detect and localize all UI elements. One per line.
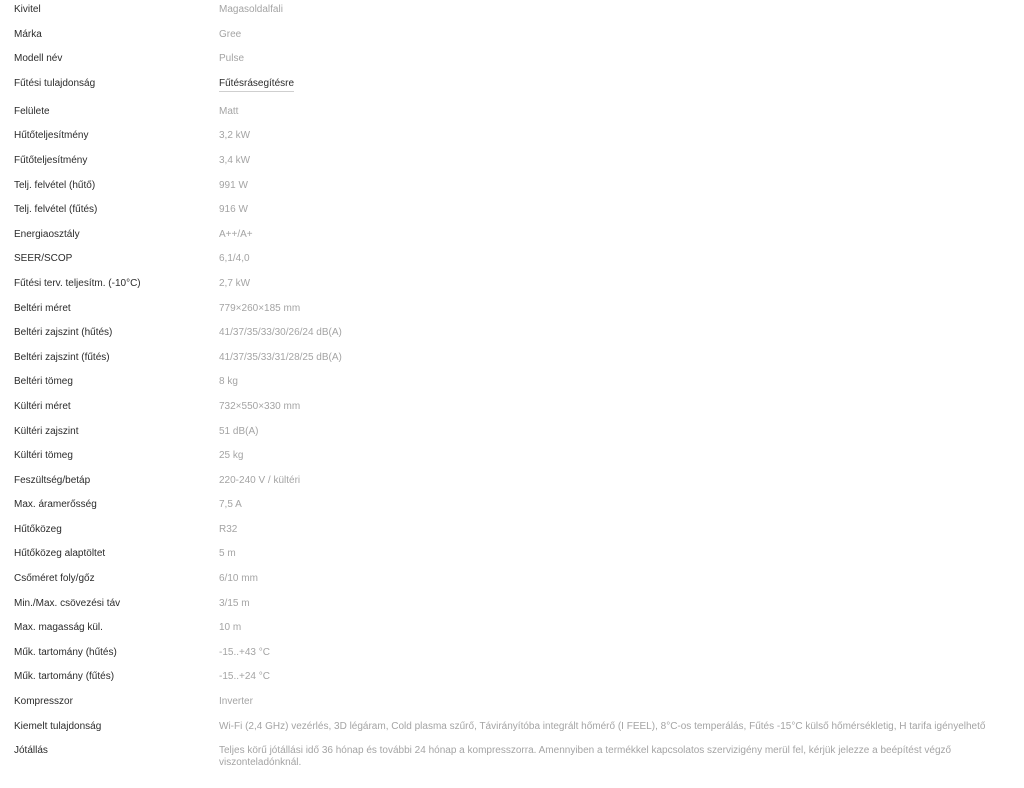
spec-row-modell-nev	[0, 49, 1024, 74]
spec-label: Beltéri méret	[14, 302, 71, 314]
spec-value: 8 kg	[219, 376, 238, 388]
spec-label: Kültéri méret	[14, 400, 71, 412]
spec-row-belteri-zajszint-futes	[0, 348, 1024, 373]
spec-row-futesi-tulajdonsag	[0, 74, 1024, 102]
spec-value: 991 W	[219, 179, 248, 191]
spec-row-belteri-zajszint-hutes	[0, 323, 1024, 348]
spec-value: 779×260×185 mm	[219, 302, 301, 314]
spec-value: 7,5 A	[219, 499, 242, 511]
spec-label: Hűtőteljesítmény	[14, 130, 89, 142]
spec-label: Modell név	[14, 53, 63, 65]
spec-label: Beltéri tömeg	[14, 376, 73, 388]
spec-row-futoteljesitmeny	[0, 151, 1024, 176]
spec-value: R32	[219, 523, 238, 535]
spec-label: Fűtési tulajdonság	[14, 77, 96, 89]
spec-row-felulete	[0, 102, 1024, 127]
spec-label: Fűtőteljesítmény	[14, 154, 88, 166]
spec-label: Kompresszor	[14, 696, 73, 708]
spec-row-hutoteljesitmeny	[0, 126, 1024, 151]
spec-label: Hűtőközeg alaptöltet	[14, 548, 106, 560]
spec-value: Gree	[219, 28, 242, 40]
spec-value: 6/10 mm	[219, 573, 258, 585]
spec-row-feszultseg-betap	[0, 471, 1024, 496]
spec-label: Kiemelt tulajdonság	[14, 720, 102, 732]
spec-value: 732×550×330 mm	[219, 400, 301, 412]
spec-label: Felülete	[14, 105, 50, 117]
spec-value	[219, 78, 294, 89]
spec-value: A++/A+	[219, 228, 253, 240]
spec-label: Kültéri tömeg	[14, 450, 73, 462]
spec-row-kulteri-tomeg	[0, 446, 1024, 471]
spec-value: 5 m	[219, 548, 236, 560]
spec-row-kivitel	[0, 0, 1024, 25]
spec-label: Fűtési terv. teljesítm. (-10°C)	[14, 277, 141, 289]
spec-row-marka	[0, 25, 1024, 50]
spec-row-belteri-meret	[0, 299, 1024, 324]
spec-label: Beltéri zajszint (fűtés)	[14, 351, 110, 363]
spec-value: 10 m	[219, 622, 242, 634]
spec-row-energiaosztaly	[0, 225, 1024, 250]
spec-value: 41/37/35/33/31/28/25 dB(A)	[219, 351, 342, 363]
spec-value: Wi-Fi (2,4 GHz) vezérlés, 3D légáram, Cold plasma szűrő, Távirányítóba integrált hőmérő (I FEEL), 8°C-os temperálás, Fűtés -15°C külső hőmérsékletig, H tarifa igényelhető	[219, 720, 986, 732]
spec-value: Inverter	[219, 696, 253, 708]
spec-row-kiemelt-tulajdonsag	[0, 717, 1024, 742]
heating-property-link[interactable]: Fűtésrásegítésre	[219, 78, 294, 92]
spec-row-hutokozeg-alaptoltet	[0, 544, 1024, 569]
spec-label: Feszültség/betáp	[14, 474, 91, 486]
spec-row-kulteri-zajszint	[0, 422, 1024, 447]
spec-value: 6,1/4,0	[219, 253, 250, 265]
spec-value: 41/37/35/33/30/26/24 dB(A)	[219, 327, 342, 339]
spec-row-max-magassag	[0, 618, 1024, 643]
spec-value: Magasoldalfali	[219, 4, 283, 15]
spec-value: 916 W	[219, 204, 248, 216]
spec-row-muk-tartomany-futes	[0, 667, 1024, 692]
spec-label: Energiaosztály	[14, 228, 80, 240]
spec-value: 51 dB(A)	[219, 425, 259, 437]
spec-value: 25 kg	[219, 450, 244, 462]
spec-label: Kivitel	[14, 4, 41, 15]
spec-label: Hűtőközeg	[14, 523, 62, 535]
spec-label: Műk. tartomány (hűtés)	[14, 646, 117, 658]
spec-label: Telj. felvétel (fűtés)	[14, 204, 98, 216]
spec-label: Beltéri zajszint (hűtés)	[14, 327, 113, 339]
spec-label: Min./Max. csövezési táv	[14, 597, 121, 609]
spec-row-max-aramerosseg	[0, 495, 1024, 520]
spec-row-belteri-tomeg	[0, 372, 1024, 397]
spec-value: Teljes körű jótállási idő 36 hónap és további 24 hónap a kompresszorra. Amennyiben a termékkel kapcsolatos szervizigény merül fel, kérjük jelezze a beépítést végző viszonteladónknál.	[219, 745, 952, 769]
spec-row-jotallas	[0, 741, 1024, 781]
spec-value: Matt	[219, 105, 239, 117]
spec-value: Pulse	[219, 53, 245, 65]
spec-value: 3/15 m	[219, 597, 250, 609]
spec-value: -15..+24 °C	[219, 671, 270, 683]
spec-label: Kültéri zajszint	[14, 425, 79, 437]
spec-row-kompresszor	[0, 692, 1024, 717]
spec-value: 3,2 kW	[219, 130, 251, 142]
spec-label: Műk. tartomány (fűtés)	[14, 671, 115, 683]
spec-label: Telj. felvétel (hűtő)	[14, 179, 96, 191]
spec-row-csomeret	[0, 569, 1024, 594]
spec-value: -15..+43 °C	[219, 646, 270, 658]
spec-value: 220-240 V / kültéri	[219, 474, 301, 486]
spec-row-telj-felvetel-futes	[0, 200, 1024, 225]
spec-label: Csőméret foly/gőz	[14, 573, 95, 585]
spec-row-hutokozeg	[0, 520, 1024, 545]
spec-label: Márka	[14, 28, 42, 40]
spec-value: 2,7 kW	[219, 277, 251, 289]
spec-label: Max. áramerősség	[14, 499, 97, 511]
spec-row-telj-felvetel-huto	[0, 176, 1024, 201]
spec-row-kulteri-meret	[0, 397, 1024, 422]
spec-row-muk-tartomany-hutes	[0, 643, 1024, 668]
spec-row-futesi-terv-teljesitm	[0, 274, 1024, 299]
spec-label: Max. magasság kül.	[14, 622, 103, 634]
spec-value: 3,4 kW	[219, 154, 251, 166]
spec-label: SEER/SCOP	[14, 253, 73, 265]
spec-label: Jótállás	[14, 745, 48, 757]
spec-row-seer-scop	[0, 249, 1024, 274]
spec-row-csovezesi-tav	[0, 594, 1024, 619]
